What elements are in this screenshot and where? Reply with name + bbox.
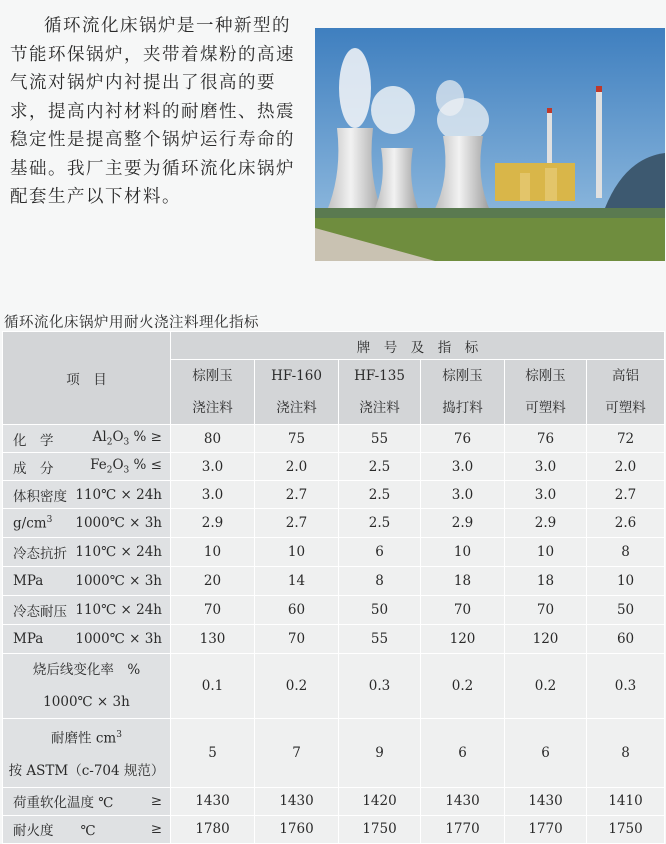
row-label-condition: $Fe_2O_3$ % ≤: [90, 457, 162, 476]
table-cell: 76: [505, 425, 587, 453]
row-label-name: 耐火度 ℃: [13, 823, 96, 839]
table-cell: 20: [171, 567, 255, 596]
table-cell: 18: [421, 567, 505, 596]
table-cell: 1430: [255, 787, 339, 815]
table-cell: 8: [587, 719, 665, 788]
table-row: [3, 625, 665, 654]
table-row: [3, 596, 665, 625]
table-cell: 80: [171, 425, 255, 453]
table-cell: 2.9: [421, 509, 505, 538]
product-type: 浇注料: [276, 400, 317, 416]
table-cell: 0.2: [255, 654, 339, 719]
header-item: 项 目: [3, 332, 171, 425]
product-header: [587, 360, 665, 425]
table-cell: 1770: [505, 815, 587, 843]
row-label-name: MPa: [13, 631, 44, 647]
product-name: 棕刚玉: [525, 368, 566, 384]
table-cell: 2.7: [255, 481, 339, 509]
table-cell: 3.0: [171, 453, 255, 481]
table-cell: 1780: [171, 815, 255, 843]
row-label-line: 1000℃ × 3h: [43, 694, 130, 710]
table-cell: 10: [421, 538, 505, 567]
product-header: [171, 360, 255, 425]
row-label-line: 烧后线变化率 %: [32, 662, 141, 678]
table-cell: 8: [587, 538, 665, 567]
table-row: [3, 567, 665, 596]
row-label: [3, 538, 171, 567]
header-group: 牌 号 及 指 标: [171, 332, 665, 360]
row-label-line: 按 ASTM（c-704 规范）: [8, 762, 165, 779]
table-row: [3, 509, 665, 538]
intro-text: 循环流化床锅炉是一种新型的节能环保锅炉，夹带着煤粉的高速气流对锅炉内衬提出了很高的要求，提高内衬材料的耐磨性、热震稳定性是提高整个锅炉运行寿命的基础。我厂主要为循环流化床锅炉配套生产以下材料。: [10, 16, 295, 207]
cooling-towers-image: [315, 28, 665, 261]
table-cell: 50: [339, 596, 421, 625]
table-cell: 70: [255, 625, 339, 654]
table-cell: 6: [505, 719, 587, 788]
table-cell: 70: [171, 596, 255, 625]
product-type: 浇注料: [192, 400, 233, 416]
table-cell: 3.0: [421, 453, 505, 481]
table-row: [3, 538, 665, 567]
row-label: [3, 567, 171, 596]
row-label: [3, 481, 171, 509]
table-cell: 55: [339, 625, 421, 654]
row-label-condition: ≥: [150, 821, 162, 837]
product-header: [421, 360, 505, 425]
row-label-name: 化 学: [13, 432, 54, 449]
table-cell: 2.6: [587, 509, 665, 538]
table-cell: 10: [255, 538, 339, 567]
row-label: [3, 425, 171, 453]
table-cell: 14: [255, 567, 339, 596]
table-cell: 0.3: [339, 654, 421, 719]
table-cell: 0.2: [421, 654, 505, 719]
row-label: [3, 719, 171, 788]
table-cell: 3.0: [421, 481, 505, 509]
table-row: [3, 453, 665, 481]
table-cell: 55: [339, 425, 421, 453]
table-row: [3, 425, 665, 453]
row-label: [3, 596, 171, 625]
row-label-name: 冷态耐压: [13, 604, 67, 620]
table-row: [3, 787, 665, 815]
table-cell: 3.0: [505, 481, 587, 509]
table-cell: 50: [587, 596, 665, 625]
table-cell: 2.9: [505, 509, 587, 538]
specs-table: [2, 331, 665, 844]
table-cell: 6: [339, 538, 421, 567]
table-cell: 8: [339, 567, 421, 596]
row-label-condition: ≥: [150, 793, 162, 809]
row-label-condition: 1000℃ × 3h: [75, 631, 162, 647]
row-label: [3, 654, 171, 719]
table-cell: 3.0: [505, 453, 587, 481]
table-cell: 0.1: [171, 654, 255, 719]
table-cell: 76: [421, 425, 505, 453]
table-cell: 2.0: [255, 453, 339, 481]
table-cell: 7: [255, 719, 339, 788]
table-cell: 60: [587, 625, 665, 654]
row-label-name: $g/cm^3$: [13, 514, 53, 532]
row-label-condition: 110℃ × 24h: [75, 544, 162, 560]
product-name: 棕刚玉: [192, 368, 233, 384]
row-label-condition: $Al_2O_3$ % ≥: [92, 429, 162, 448]
power-plant-photo: [315, 28, 665, 261]
product-type: 可塑料: [605, 400, 646, 416]
table-cell: 130: [171, 625, 255, 654]
table-cell: 1420: [339, 787, 421, 815]
row-label: [3, 787, 171, 815]
product-header: [339, 360, 421, 425]
table-cell: 6: [421, 719, 505, 788]
table-row: [3, 719, 665, 788]
table-cell: 1770: [421, 815, 505, 843]
table-cell: 0.3: [587, 654, 665, 719]
table-cell: 70: [505, 596, 587, 625]
table-cell: 2.7: [255, 509, 339, 538]
table-row: [3, 654, 665, 719]
row-label-line: 耐磨性 $cm^3$: [51, 730, 122, 747]
row-label-name: MPa: [13, 573, 44, 589]
table-cell: 120: [421, 625, 505, 654]
product-name: HF-135: [354, 368, 405, 384]
table-cell: 60: [255, 596, 339, 625]
table-cell: 1430: [171, 787, 255, 815]
table-cell: 2.5: [339, 481, 421, 509]
product-type: 浇注料: [359, 400, 400, 416]
product-name: 高铝: [612, 368, 640, 384]
product-type: 捣打料: [442, 400, 483, 416]
intro-paragraph: [10, 12, 300, 212]
table-cell: 2.7: [587, 481, 665, 509]
product-name: HF-160: [271, 368, 322, 384]
table-cell: 2.9: [171, 509, 255, 538]
table-cell: 72: [587, 425, 665, 453]
table-cell: 70: [421, 596, 505, 625]
row-label-condition: 110℃ × 24h: [75, 602, 162, 618]
row-label-name: 体积密度: [13, 488, 67, 505]
table-row: [3, 481, 665, 509]
table-cell: 2.5: [339, 453, 421, 481]
table-cell: 0.2: [505, 654, 587, 719]
table-cell: 1430: [421, 787, 505, 815]
row-label: [3, 509, 171, 538]
table-cell: 1750: [339, 815, 421, 843]
table-cell: 120: [505, 625, 587, 654]
row-label: [3, 815, 171, 843]
table-cell: 1410: [587, 787, 665, 815]
table-cell: 1430: [505, 787, 587, 815]
row-label-name: 成 分: [13, 460, 54, 477]
table-cell: 2.0: [587, 453, 665, 481]
table-cell: 10: [587, 567, 665, 596]
product-type: 可塑料: [525, 400, 566, 416]
table-cell: 10: [171, 538, 255, 567]
row-label-condition: 1000℃ × 3h: [75, 515, 162, 531]
row-label: [3, 453, 171, 481]
table-cell: 10: [505, 538, 587, 567]
table-cell: 1760: [255, 815, 339, 843]
table-row: [3, 815, 665, 843]
table-cell: 18: [505, 567, 587, 596]
table-cell: 3.0: [171, 481, 255, 509]
table-cell: 9: [339, 719, 421, 788]
product-header: [255, 360, 339, 425]
table-cell: 5: [171, 719, 255, 788]
table-cell: 2.5: [339, 509, 421, 538]
table-cell: 75: [255, 425, 339, 453]
product-header: [505, 360, 587, 425]
table-title: 循环流化床锅炉用耐火浇注料理化指标: [4, 315, 259, 331]
row-label-name: 冷态抗折: [13, 546, 67, 562]
row-label-name: 荷重软化温度 ℃: [13, 795, 114, 811]
table-cell: 1750: [587, 815, 665, 843]
row-label-condition: 1000℃ × 3h: [75, 573, 162, 589]
product-name: 棕刚玉: [442, 368, 483, 384]
row-label: [3, 625, 171, 654]
row-label-condition: 110℃ × 24h: [75, 486, 162, 503]
